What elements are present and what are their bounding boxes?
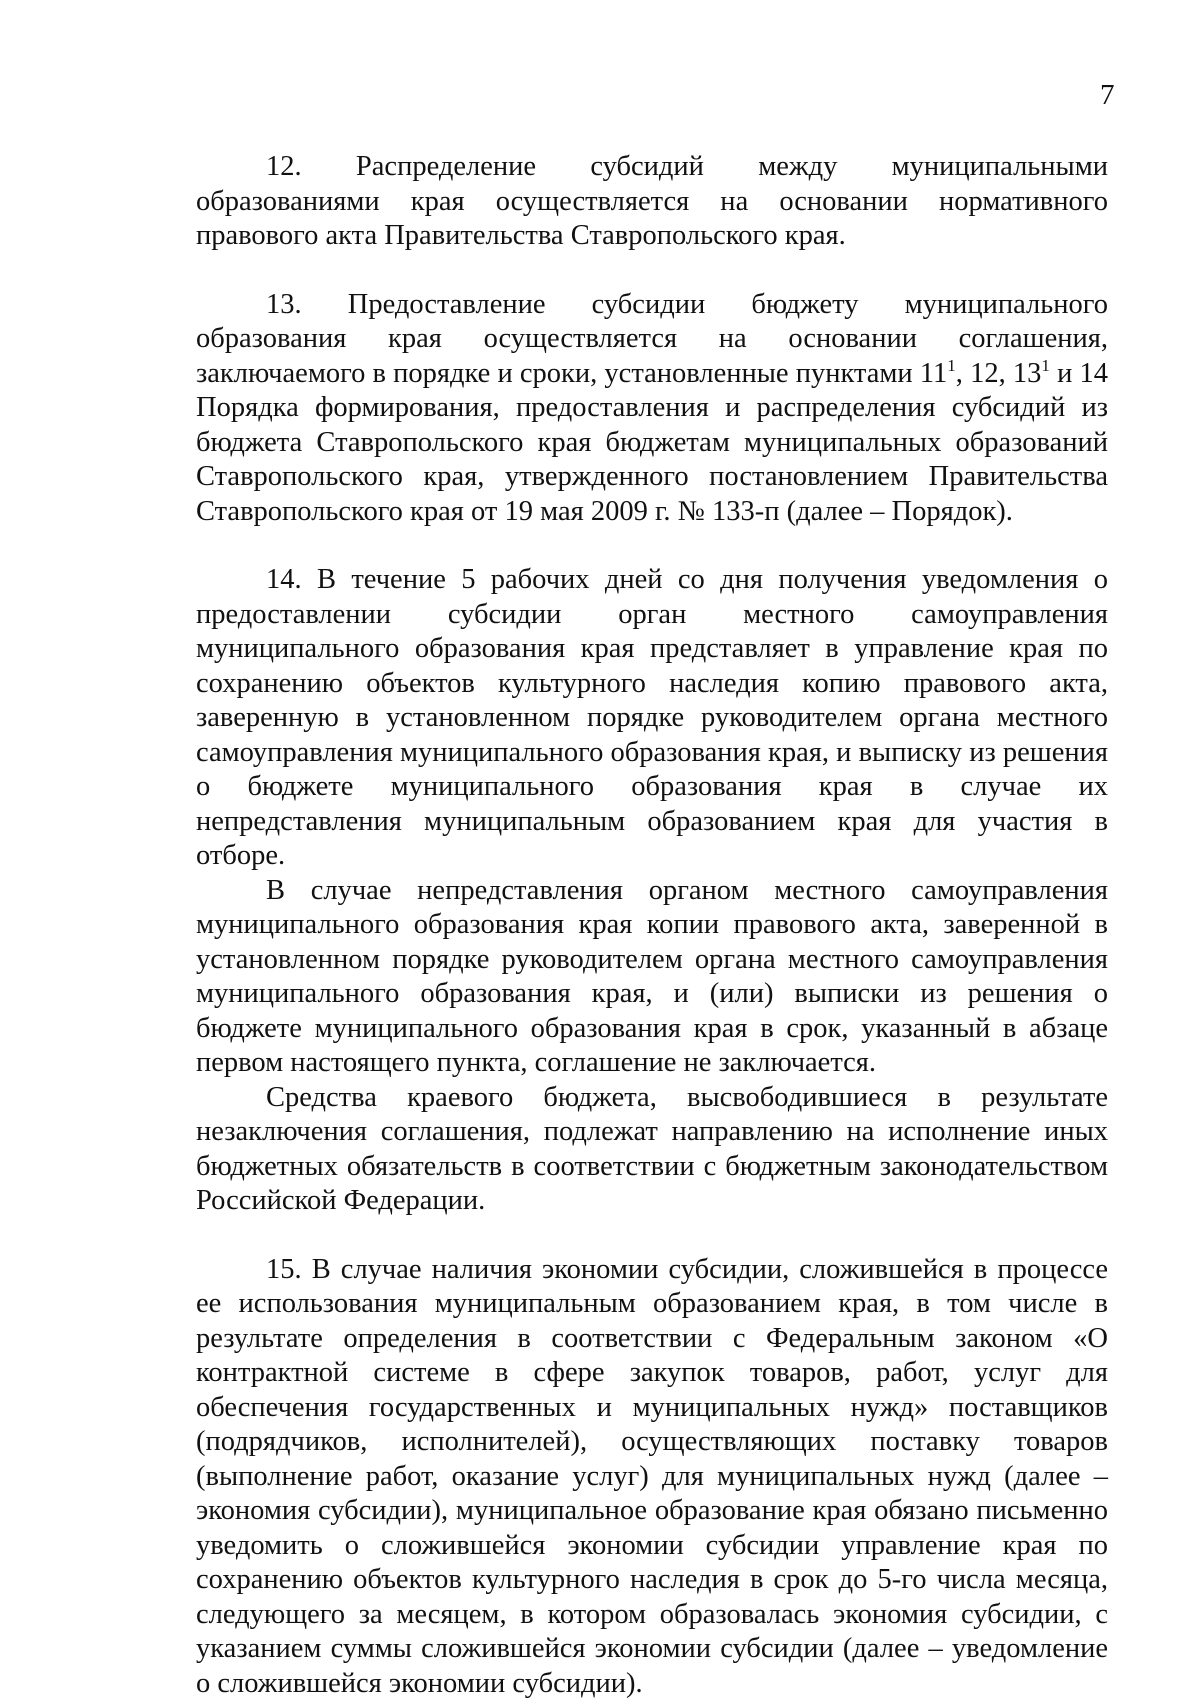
paragraph-13-text-3: и 14 Порядка формирования, предоставления и распределения субсидий из бюджета Ставропольского края бюджетам муниципальных образований Ставропольского края, утвержденного постановлением Правительства Ставропольского края от 19 мая 2009 г. № 133-п (далее – Порядок). (196, 358, 1108, 527)
paragraph-13-text-1: 13. Предоставление субсидии бюджету муниципального образования края осуществляется на основании соглашения, заключаемого в порядке и сроки, установленные пунктами 11 (196, 289, 1108, 389)
paragraph-15: 15. В случае наличия экономии субсидии, сложившейся в процессе ее использования муниципальным образованием края, в том числе в результате определения в соответствии с Федеральным законом «О контрактной системе в сфере закупок товаров, работ, услуг для обеспечения государственных и муниципальных нужд» поставщиков (подрядчиков, исполнителей), осуществляющих поставку товаров (выполнение работ, оказание услуг) для муниципальных нужд (далее – экономия субсидии), муниципальное образование края обязано письменно уведомить о сложившейся экономии субсидии управление края по сохранению объектов культурного наследия в срок до 5-го числа месяца, следующего за месяцем, в котором образовалась экономия субсидии, с указанием суммы сложившейся экономии субсидии (далее – уведомление о сложившейся экономии субсидии). (196, 1253, 1108, 1701)
paragraph-14: 14. В течение 5 рабочих дней со дня получения уведомления о предоставлении субсидии орган местного самоуправления муниципального образования края представляет в управление края по сохранению объектов культурного наследия копию правового акта, заверенную в установленном порядке руководителем органа местного самоуправления муниципального образования края, и выписку из решения о бюджете муниципального образования края в случае их непредставления муниципальным образованием края для участия в отборе. (196, 563, 1108, 874)
page-number: 7 (1100, 78, 1140, 112)
document-body (196, 150, 1108, 1701)
paragraph-12: 12. Распределение субсидий между муниципальными образованиями края осуществляется на основании нормативного правового акта Правительства Ставропольского края. (196, 150, 1108, 254)
paragraph-13-superscript-1: 1 (947, 356, 956, 375)
paragraph-14-second: В случае непредставления органом местного самоуправления муниципального образования края копии правового акта, заверенной в установленном порядке руководителем органа местного самоуправления муниципального образования края, и (или) выписки из решения о бюджете муниципального образования края в срок, указанный в абзаце первом настоящего пункта, соглашение не заключается. (196, 874, 1108, 1081)
paragraph-13-superscript-2: 1 (1041, 356, 1050, 375)
paragraph-14-third: Средства краевого бюджета, высвободившиеся в результате незаключения соглашения, подлежат направлению на исполнение иных бюджетных обязательств в соответствии с бюджетным законодательством Российской Федерации. (196, 1081, 1108, 1219)
paragraph-13 (196, 288, 1108, 530)
paragraph-13-text-2: , 12, 13 (956, 358, 1042, 389)
